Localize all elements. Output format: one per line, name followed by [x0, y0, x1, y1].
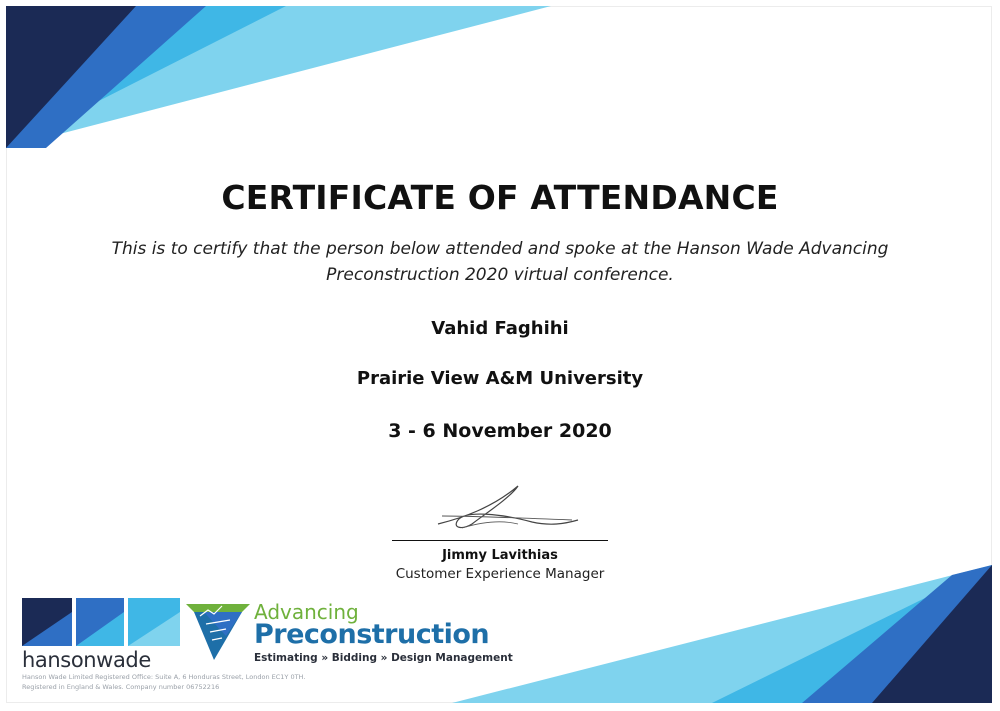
top-left-decoration [6, 6, 551, 148]
legal-notice [22, 672, 342, 692]
signature-image [432, 480, 582, 536]
certificate-intro [0, 236, 1000, 288]
legal-line-1: Hanson Wade Limited Registered Office: Suite A, 6 Honduras Street, London EC1Y 0TH. [22, 673, 306, 681]
attendee-name: Vahid Faghihi [431, 318, 569, 339]
event-logo-tagline: Estimating » Bidding » Design Management [254, 652, 513, 664]
signature-line [392, 540, 608, 541]
advancing-preconstruction-logo-mark [186, 602, 250, 664]
hansonwade-logo-text: hansonwade [22, 648, 151, 672]
certificate-title: CERTIFICATE OF ATTENDANCE [221, 178, 779, 217]
legal-line-2: Registered in England & Wales. Company number 06752216 [22, 683, 220, 691]
signer-title: Customer Experience Manager [395, 566, 605, 582]
signer-name: Jimmy Lavithias [442, 548, 558, 563]
hansonwade-logo-mark [22, 598, 180, 646]
bottom-right-decoration [452, 565, 992, 703]
intro-line-1: This is to certify that the person below attended and spoke at the Hanson Wade Advancing [111, 239, 889, 259]
event-logo-line-1: Advancing [254, 600, 359, 624]
event-logo-line-2: Preconstruction [254, 619, 490, 650]
intro-line-2: Preconstruction 2020 virtual conference. [326, 265, 674, 285]
attendee-organization: Prairie View A&M University [356, 368, 644, 389]
event-dates: 3 - 6 November 2020 [388, 420, 612, 442]
